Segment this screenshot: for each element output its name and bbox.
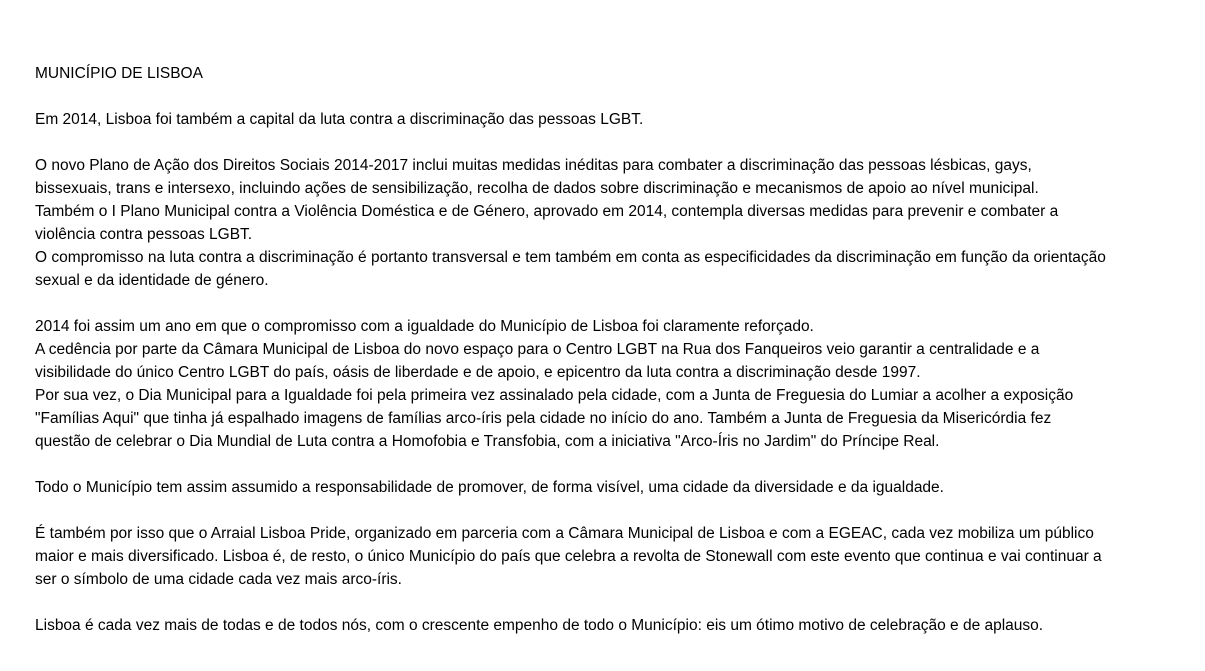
paragraph-line: bissexuais, trans e intersexo, incluindo ações de sensibilização, recolha de dados sobre discriminação e mecanismos de apoio ao nível municipal. <box>35 180 1039 197</box>
paragraph-line: maior e mais diversificado. Lisboa é, de resto, o único Município do país que celebra a revolta de Stonewall com este evento que continua e vai continuar a <box>35 548 1102 565</box>
paragraph-line: Também o I Plano Municipal contra a Violência Doméstica e de Género, aprovado em 2014, contempla diversas medidas para prevenir e combater a <box>35 203 1059 220</box>
document-body <box>35 62 1175 660</box>
paragraph-2014-commitment <box>35 315 1175 453</box>
paragraph-intro <box>35 108 1175 131</box>
paragraph-line: violência contra pessoas LGBT. <box>35 226 253 243</box>
paragraph-line: sexual e da identidade de género. <box>35 272 269 289</box>
paragraph-line: 2014 foi assim um ano em que o compromisso com a igualdade do Município de Lisboa foi claramente reforçado. <box>35 318 814 335</box>
paragraph-line: Lisboa é cada vez mais de todas e de todos nós, com o crescente empenho de todo o Município: eis um ótimo motivo de celebração e de aplauso. <box>35 617 1044 634</box>
paragraph-line: "Famílias Aqui" que tinha já espalhado imagens de famílias arco-íris pela cidade no início do ano. Também a Junta de Freguesia da Misericórdia fez <box>35 410 1052 427</box>
paragraph-municipality <box>35 476 1175 499</box>
paragraph-line: O compromisso na luta contra a discriminação é portanto transversal e tem também em conta as especificidades da discriminação em função da orientação <box>35 249 1106 266</box>
paragraph-line: ser o símbolo de uma cidade cada vez mais arco-íris. <box>35 571 402 588</box>
paragraph-line: É também por isso que o Arraial Lisboa Pride, organizado em parceria com a Câmara Municipal de Lisboa e com a EGEAC, cada vez mobiliza um público <box>35 525 1094 542</box>
paragraph-line: O novo Plano de Ação dos Direitos Sociais 2014-2017 inclui muitas medidas inéditas para combater a discriminação das pessoas lésbicas, gays, <box>35 157 1032 174</box>
paragraph-line: visibilidade do único Centro LGBT do país, oásis de liberdade e de apoio, e epicentro da luta contra a discriminação desde 1997. <box>35 364 921 381</box>
paragraph-line: Por sua vez, o Dia Municipal para a Igualdade foi pela primeira vez assinalado pela cidade, com a Junta de Freguesia do Lumiar a acolher a exposição <box>35 387 1074 404</box>
paragraph-line: questão de celebrar o Dia Mundial de Luta contra a Homofobia e Transfobia, com a iniciativa "Arco-Íris no Jardim" do Príncipe Real. <box>35 433 940 450</box>
paragraph-line: Todo o Município tem assim assumido a responsabilidade de promover, de forma visível, uma cidade da diversidade e da igualdade. <box>35 479 944 496</box>
paragraph-arraial-pride <box>35 522 1175 591</box>
paragraph-action-plan <box>35 154 1175 292</box>
paragraph-line: Em 2014, Lisboa foi também a capital da luta contra a discriminação das pessoas LGBT. <box>35 111 644 128</box>
paragraph-line: A cedência por parte da Câmara Municipal de Lisboa do novo espaço para o Centro LGBT na Rua dos Fanqueiros veio garantir a centralidade e a <box>35 341 1040 358</box>
paragraph-closing <box>35 614 1175 637</box>
document-title: MUNICÍPIO DE LISBOA <box>35 65 203 82</box>
